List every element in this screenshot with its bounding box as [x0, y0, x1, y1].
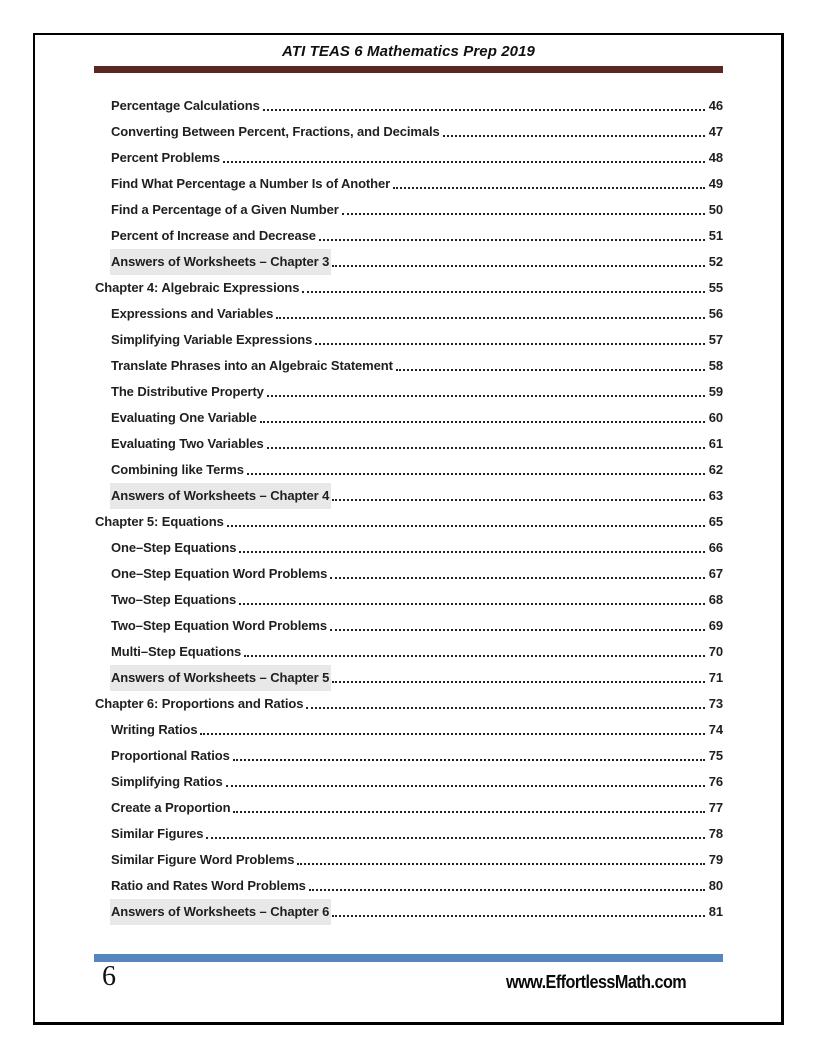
dot-leader — [247, 457, 705, 475]
dot-leader — [233, 743, 705, 761]
dot-leader — [319, 223, 705, 241]
toc-entry — [94, 873, 723, 899]
toc-entry-page: 70 — [708, 644, 723, 659]
toc-entry — [94, 717, 723, 743]
toc-entry-label: Two–Step Equations — [111, 592, 237, 607]
toc-entry-label: Similar Figures — [111, 826, 204, 841]
toc-entry — [94, 171, 723, 197]
toc-entry-label: Percentage Calculations — [111, 98, 260, 113]
toc-entry-page: 47 — [708, 124, 723, 139]
toc-entry — [94, 197, 723, 223]
toc-entry-label: Expressions and Variables — [111, 306, 274, 321]
dot-leader — [239, 535, 705, 553]
toc-entry-page: 60 — [708, 410, 723, 425]
toc-entry — [94, 665, 723, 691]
toc-entry-page: 51 — [708, 228, 723, 243]
toc-entry-page: 66 — [708, 540, 723, 555]
toc-entry-page: 78 — [708, 826, 723, 841]
toc-entry-label: Multi–Step Equations — [111, 644, 242, 659]
toc-entry-label: Find a Percentage of a Given Number — [111, 202, 339, 217]
dot-leader — [297, 847, 705, 865]
toc-entry-page: 55 — [708, 280, 723, 295]
toc-entry — [94, 821, 723, 847]
toc-entry-label: Chapter 6: Proportions and Ratios — [95, 696, 304, 711]
toc-entry-label: Proportional Ratios — [111, 748, 230, 763]
toc-entry — [94, 431, 723, 457]
toc-entry-label: Simplifying Variable Expressions — [111, 332, 313, 347]
toc-entry-label: The Distributive Property — [111, 384, 264, 399]
toc-entry-page: 67 — [708, 566, 723, 581]
toc-entry-page: 80 — [708, 878, 723, 893]
page-title: ATI TEAS 6 Mathematics Prep 2019 — [281, 43, 535, 60]
toc-entry — [94, 743, 723, 769]
toc-entry-label: Simplifying Ratios — [111, 774, 223, 789]
dot-leader — [393, 171, 705, 189]
toc-entry-label: Chapter 4: Algebraic Expressions — [95, 280, 300, 295]
dot-leader — [267, 379, 705, 397]
page-number: 6 — [102, 961, 116, 992]
toc-entry-page: 56 — [708, 306, 723, 321]
website-url: www.EffortlessMath.com — [505, 972, 686, 992]
toc-entry-label: One–Step Equations — [111, 540, 237, 555]
dot-leader — [260, 405, 705, 423]
toc-entry-page: 68 — [708, 592, 723, 607]
toc-entry-label: Percent Problems — [111, 150, 220, 165]
toc-entry — [94, 847, 723, 873]
toc-entry-page: 69 — [708, 618, 723, 633]
toc-entry-label: Percent of Increase and Decrease — [111, 228, 316, 243]
toc-entry-page: 75 — [708, 748, 723, 763]
toc-entry-page: 79 — [708, 852, 723, 867]
toc-entry — [94, 301, 723, 327]
toc-entry — [94, 93, 723, 119]
toc-entry-page: 81 — [708, 904, 723, 919]
toc-entry-label: Ratio and Rates Word Problems — [111, 878, 306, 893]
toc-entry-label: Chapter 5: Equations — [95, 514, 224, 529]
dot-leader — [332, 483, 705, 501]
toc-entry-page: 76 — [708, 774, 723, 789]
toc-entry-page: 74 — [708, 722, 723, 737]
dot-leader — [332, 665, 705, 683]
toc-entry — [94, 353, 723, 379]
toc-entry-label: Converting Between Percent, Fractions, and Decimals — [111, 124, 440, 139]
toc-entry — [94, 535, 723, 561]
toc-entry — [94, 223, 723, 249]
dot-leader — [239, 587, 705, 605]
toc-entry-label: Answers of Worksheets – Chapter 4 — [110, 483, 331, 509]
toc-entry-page: 57 — [708, 332, 723, 347]
header-rule — [94, 66, 723, 73]
toc-entry-label: Find What Percentage a Number Is of Another — [111, 176, 391, 191]
toc-entry-label: Create a Proportion — [111, 800, 231, 815]
dot-leader — [342, 197, 705, 215]
dot-leader — [267, 431, 705, 449]
toc-entry-label: Answers of Worksheets – Chapter 6 — [110, 899, 331, 925]
dot-leader — [306, 691, 705, 709]
toc-entry — [94, 509, 723, 535]
dot-leader — [226, 769, 705, 787]
dot-leader — [443, 119, 705, 137]
dot-leader — [330, 613, 705, 631]
toc-entry-label: Translate Phrases into an Algebraic Statement — [111, 358, 393, 373]
toc-entry — [94, 639, 723, 665]
footer-rule — [94, 954, 723, 962]
dot-leader — [332, 249, 705, 267]
toc-entry-label: Writing Ratios — [111, 722, 198, 737]
toc-entry — [94, 145, 723, 171]
dot-leader — [396, 353, 705, 371]
dot-leader — [227, 509, 705, 527]
dot-leader — [263, 93, 705, 111]
toc-entry-page: 52 — [708, 254, 723, 269]
toc-entry — [94, 457, 723, 483]
toc-entry — [94, 379, 723, 405]
toc-entry — [94, 587, 723, 613]
toc-entry-page: 50 — [708, 202, 723, 217]
toc-entry — [94, 275, 723, 301]
toc-entry — [94, 691, 723, 717]
toc-entry — [94, 249, 723, 275]
toc-entry-label: Answers of Worksheets – Chapter 5 — [110, 665, 331, 691]
toc-entry-page: 59 — [708, 384, 723, 399]
toc-entry — [94, 561, 723, 587]
toc-entry — [94, 613, 723, 639]
dot-leader — [206, 821, 705, 839]
dot-leader — [332, 899, 705, 917]
toc-entry-page: 48 — [708, 150, 723, 165]
toc-entry-page: 62 — [708, 462, 723, 477]
toc-list — [94, 93, 723, 925]
toc-entry-page: 73 — [708, 696, 723, 711]
toc-entry-label: Similar Figure Word Problems — [111, 852, 295, 867]
toc-entry — [94, 327, 723, 353]
toc-entry-label: Evaluating Two Variables — [111, 436, 264, 451]
toc-entry-page: 71 — [708, 670, 723, 685]
toc-entry-page: 46 — [708, 98, 723, 113]
dot-leader — [330, 561, 705, 579]
toc-entry — [94, 899, 723, 925]
toc-entry-page: 61 — [708, 436, 723, 451]
toc-entry-label: Answers of Worksheets – Chapter 3 — [110, 249, 331, 275]
dot-leader — [233, 795, 705, 813]
toc-entry-page: 49 — [708, 176, 723, 191]
toc-entry — [94, 769, 723, 795]
dot-leader — [223, 145, 705, 163]
toc-entry-page: 58 — [708, 358, 723, 373]
toc-entry — [94, 795, 723, 821]
page-border — [33, 33, 784, 1025]
dot-leader — [302, 275, 705, 293]
dot-leader — [200, 717, 705, 735]
toc-entry-label: Evaluating One Variable — [111, 410, 257, 425]
dot-leader — [244, 639, 705, 657]
toc-entry-page: 63 — [708, 488, 723, 503]
toc-entry — [94, 405, 723, 431]
toc-entry-label: Combining like Terms — [111, 462, 244, 477]
toc-entry — [94, 119, 723, 145]
dot-leader — [315, 327, 705, 345]
dot-leader — [309, 873, 705, 891]
toc-entry — [94, 483, 723, 509]
toc-entry-label: Two–Step Equation Word Problems — [111, 618, 327, 633]
toc-entry-page: 65 — [708, 514, 723, 529]
dot-leader — [276, 301, 705, 319]
toc-entry-label: One–Step Equation Word Problems — [111, 566, 328, 581]
toc-entry-page: 77 — [708, 800, 723, 815]
